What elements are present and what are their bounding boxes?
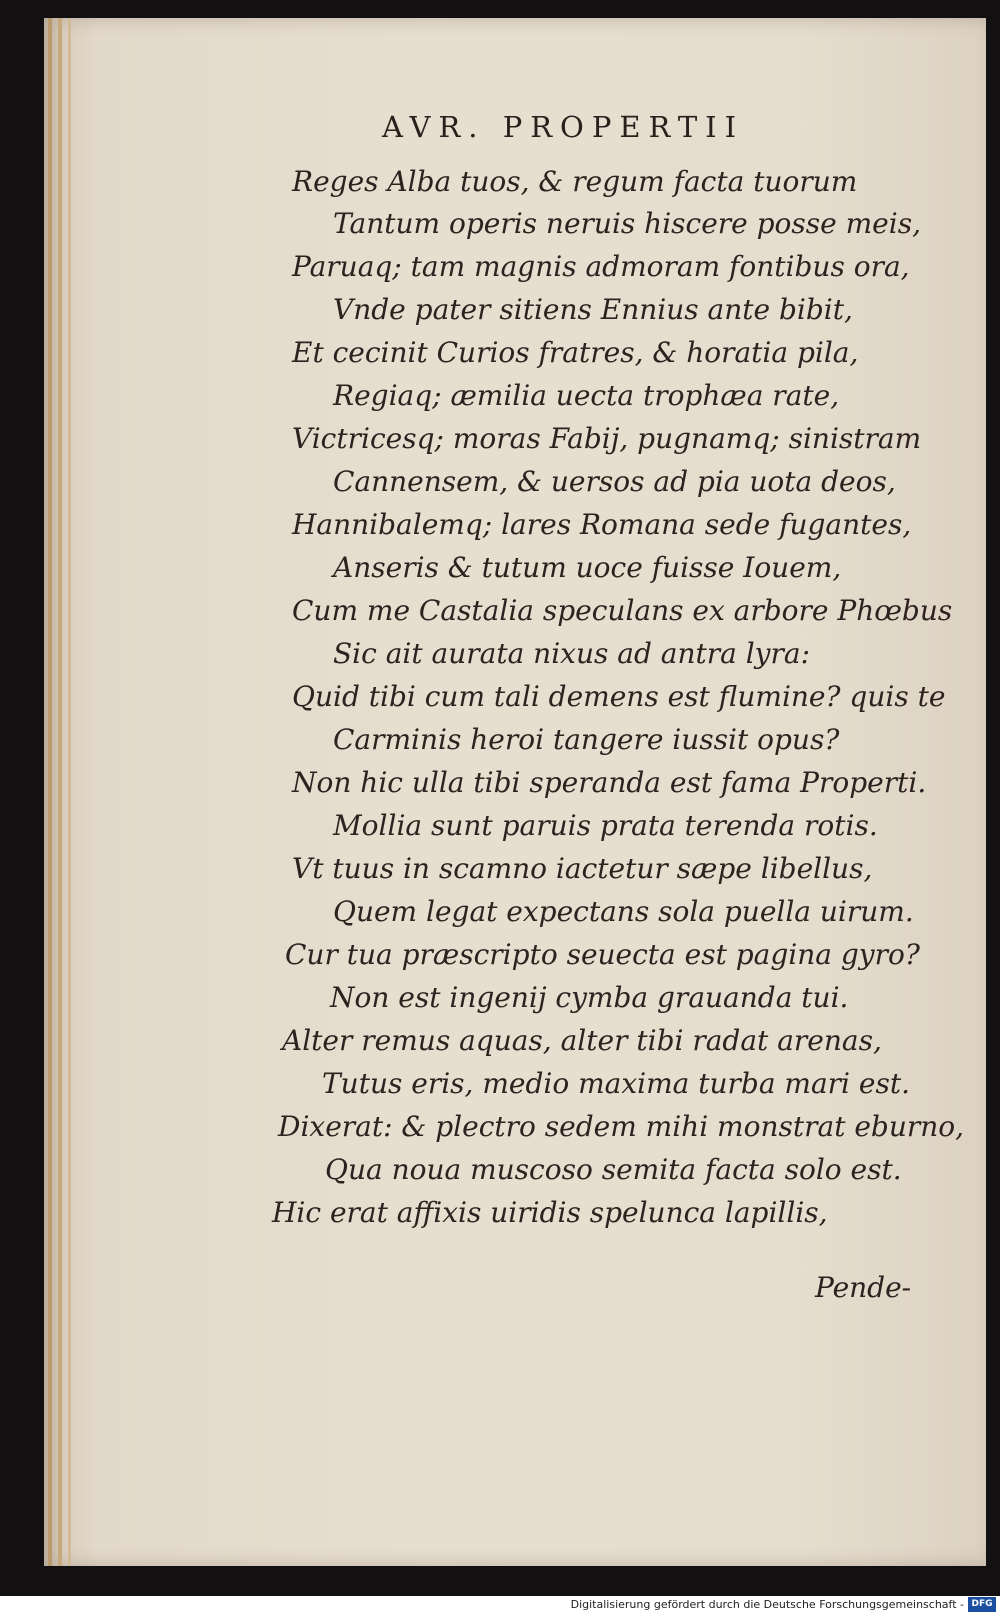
verse-line: Non hic ulla tibi speranda est fama Properti.	[292, 766, 927, 799]
verse-line: Tantum operis neruis hiscere posse meis,	[333, 207, 921, 240]
verse-line: Non est ingenij cymba grauanda tui.	[330, 981, 849, 1014]
verse-line: Cum me Castalia speculans ex arbore Phœbus	[292, 594, 953, 627]
verse-line: Sic ait aurata nixus ad antra lyra:	[333, 637, 811, 670]
verse-line: Anseris & tutum uoce fuisse Iouem,	[333, 551, 842, 584]
verse-line: Alter remus aquas, alter tibi radat arenas,	[282, 1024, 882, 1057]
verse-line: Hic erat affixis uiridis spelunca lapillis,	[272, 1196, 828, 1229]
verse-line: Victricesq; moras Fabij, pugnamq; sinistram	[292, 422, 922, 455]
verse-line: Reges Alba tuos, & regum facta tuorum	[292, 165, 858, 198]
catchword: Pende-	[815, 1271, 912, 1304]
verse-line: Dixerat: & plectro sedem mihi monstrat eburno,	[278, 1110, 965, 1143]
verse-line: Vnde pater sitiens Ennius ante bibit,	[333, 293, 853, 326]
verse-line: Quid tibi cum tali demens est flumine? quis te	[292, 680, 946, 713]
verse-line: Qua noua muscoso semita facta solo est.	[325, 1153, 902, 1186]
verse-line: Regiaq; æmilia uecta trophæa rate,	[333, 379, 840, 412]
running-head: AVR. PROPERTII	[382, 110, 745, 144]
verse-line: Tutus eris, medio maxima turba mari est.	[322, 1067, 910, 1100]
verse-line: Cannensem, & uersos ad pia uota deos,	[333, 465, 896, 498]
verse-line: Quem legat expectans sola puella uirum.	[333, 895, 914, 928]
funding-notice: Digitalisierung gefördert durch die Deutsche Forschungsgemeinschaft -	[570, 1598, 964, 1611]
verse-line: Hannibalemq; lares Romana sede fugantes,	[292, 508, 912, 541]
verse-line: Cur tua præscripto seuecta est pagina gyro?	[285, 938, 920, 971]
verse-line: Paruaq; tam magnis admoram fontibus ora,	[292, 250, 910, 283]
verse-line: Mollia sunt paruis prata terenda rotis.	[333, 809, 878, 842]
dfg-logo-icon: DFG	[968, 1597, 996, 1612]
verse-line: Et cecinit Curios fratres, & horatia pila,	[292, 336, 859, 369]
verse-line: Carminis heroi tangere iussit opus?	[333, 723, 840, 756]
verse-line: Vt tuus in scamno iactetur sæpe libellus,	[292, 852, 873, 885]
